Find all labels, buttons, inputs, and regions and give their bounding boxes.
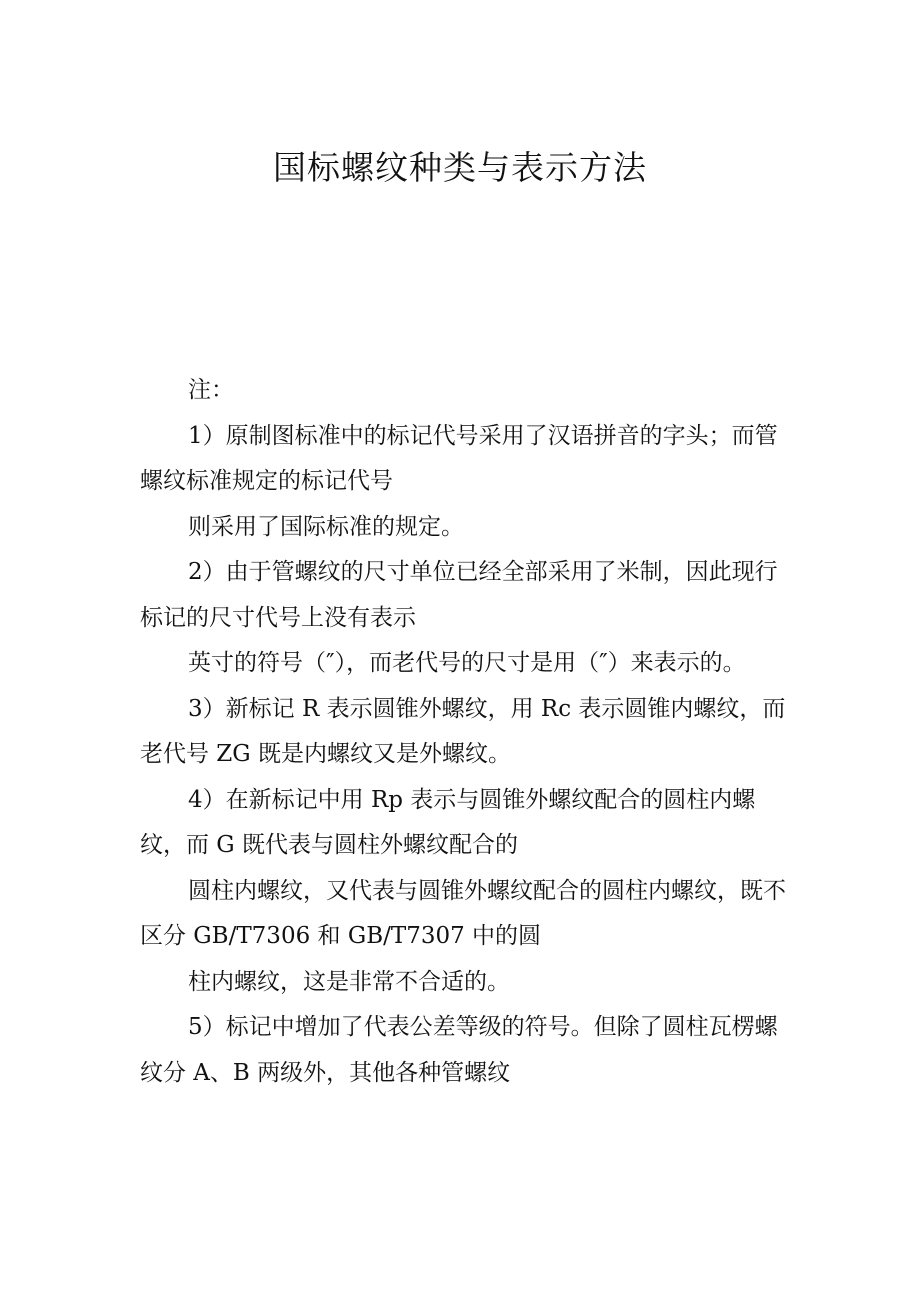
document-body <box>140 368 790 1096</box>
paragraph-5: 3）新标记 R 表示圆锥外螺纹，用 Rc 表示圆锥内螺纹，而老代号 ZG 既是内螺纹又是外螺纹。 <box>140 695 786 767</box>
paragraph-9: 5）标记中增加了代表公差等级的符号。但除了圆柱瓦楞螺纹分 A、B 两级外，其他各种管螺纹 <box>140 1014 778 1086</box>
paragraph-6: 4）在新标记中用 Rp 表示与圆锥外螺纹配合的圆柱内螺纹，而 G 既代表与圆柱外螺纹配合的 <box>140 786 756 858</box>
paragraph-3: 2）由于管螺纹的尺寸单位已经全部采用了米制，因此现行标记的尺寸代号上没有表示 <box>140 559 778 631</box>
paragraph-1: 1）原制图标准中的标记代号采用了汉语拼音的字头；而管螺纹标准规定的标记代号 <box>140 422 778 494</box>
paragraph-note: 注： <box>188 377 234 403</box>
paragraph-7: 圆柱内螺纹，又代表与圆锥外螺纹配合的圆柱内螺纹，既不区分 GB/T7306 和 GB/T7307 中的圆 <box>140 877 786 949</box>
paragraph-8: 柱内螺纹，这是非常不合适的。 <box>188 968 510 995</box>
paragraph-4: 英寸的符号（″），而老代号的尺寸是用（″）来表示的。 <box>188 650 746 676</box>
paragraph-2: 则采用了国际标准的规定。 <box>188 513 464 540</box>
document-title: 国标螺纹种类与表示方法 <box>273 148 647 187</box>
